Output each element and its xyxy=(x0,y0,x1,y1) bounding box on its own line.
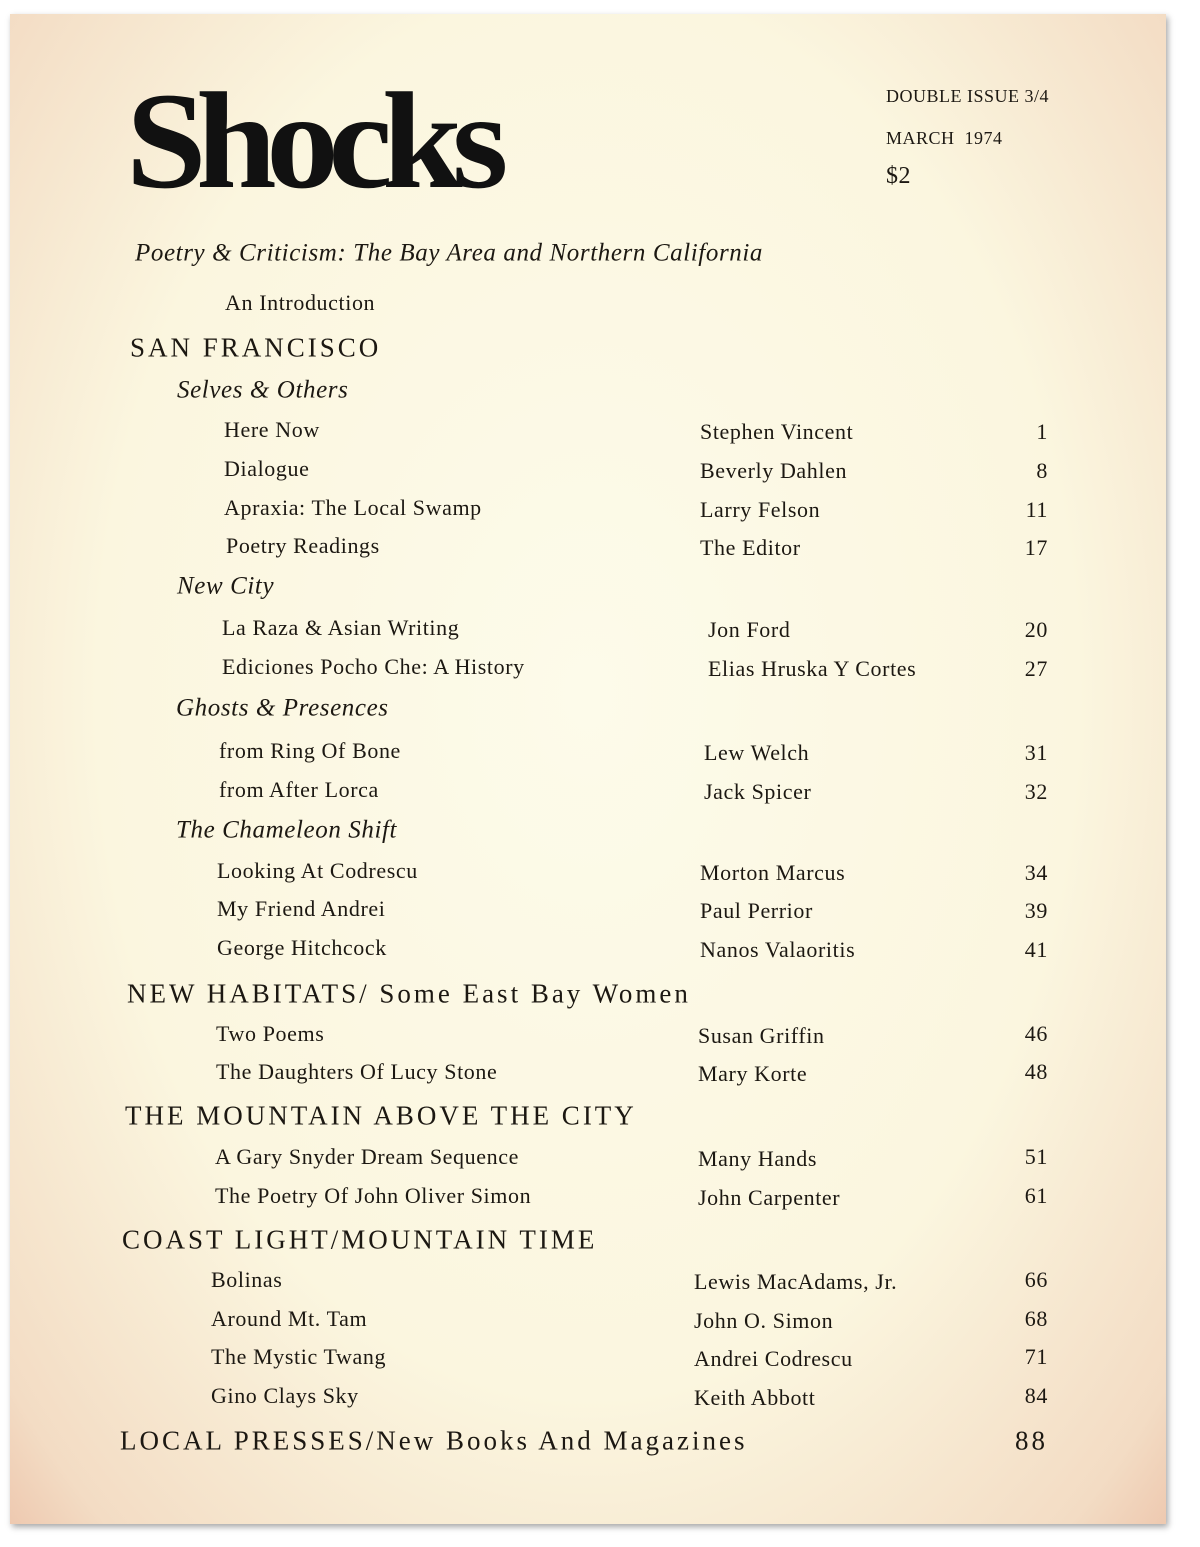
entry-author: Keith Abbott xyxy=(694,1385,816,1410)
entry-page: 88 xyxy=(1015,1425,1048,1456)
section-heading: COAST LIGHT/MOUNTAIN TIME xyxy=(122,1224,598,1255)
entry-page: 34 xyxy=(1024,860,1048,885)
entry-page: 20 xyxy=(1024,617,1048,642)
entry-page: 1 xyxy=(1036,419,1048,444)
entry-page: 71 xyxy=(1024,1344,1048,1369)
entry-page: 39 xyxy=(1024,898,1048,923)
subsection-heading: New City xyxy=(177,572,275,600)
entry-page: 32 xyxy=(1024,779,1048,804)
entry-author: Many Hands xyxy=(698,1146,818,1171)
issue-price: $2 xyxy=(886,163,911,189)
entry-title: from Ring Of Bone xyxy=(219,738,401,763)
entry-author: Paul Perrior xyxy=(700,898,813,923)
masthead-logo: Shocks xyxy=(126,64,498,217)
entry-title: The Mystic Twang xyxy=(211,1344,387,1369)
entry-author: The Editor xyxy=(700,535,801,560)
section-heading: THE MOUNTAIN ABOVE THE CITY xyxy=(125,1100,637,1131)
entry-author: Susan Griffin xyxy=(698,1023,825,1048)
entry-title: Here Now xyxy=(224,417,320,442)
entry-page: 46 xyxy=(1024,1021,1048,1046)
entry-title: Poetry Readings xyxy=(226,533,380,558)
entry-author: Larry Felson xyxy=(700,497,821,522)
entry-author: Morton Marcus xyxy=(700,860,846,885)
entry-title: Ediciones Pocho Che: A History xyxy=(222,654,525,679)
entry-title: The Poetry Of John Oliver Simon xyxy=(215,1183,532,1208)
subsection-heading: The Chameleon Shift xyxy=(176,816,398,844)
entry-author: Nanos Valaoritis xyxy=(700,937,856,962)
entry-page: 48 xyxy=(1024,1059,1048,1084)
entry-page: 41 xyxy=(1024,937,1048,962)
entry-author: John Carpenter xyxy=(698,1185,841,1210)
entry-title: Two Poems xyxy=(216,1021,325,1046)
entry-page: 27 xyxy=(1024,656,1048,681)
entry-author: Andrei Codrescu xyxy=(694,1346,853,1371)
entry-title: My Friend Andrei xyxy=(217,896,386,921)
entry-title: La Raza & Asian Writing xyxy=(222,615,460,640)
entry-page: 11 xyxy=(1025,497,1048,522)
entry-title: Apraxia: The Local Swamp xyxy=(224,495,482,520)
entry-author: Beverly Dahlen xyxy=(700,458,848,483)
entry-title: George Hitchcock xyxy=(217,935,387,960)
entry-title: Around Mt. Tam xyxy=(211,1306,368,1331)
section-heading: NEW HABITATS/ Some East Bay Women xyxy=(127,978,691,1009)
entry-page: 31 xyxy=(1024,740,1048,765)
entry-author: Elias Hruska Y Cortes xyxy=(708,656,917,681)
entry-page: 68 xyxy=(1024,1306,1048,1331)
entry-title: Gino Clays Sky xyxy=(211,1383,359,1408)
entry-title: from After Lorca xyxy=(219,777,379,802)
entry-author: Lewis MacAdams, Jr. xyxy=(694,1269,898,1294)
entry-author: John O. Simon xyxy=(694,1308,834,1333)
entry-author: Lew Welch xyxy=(704,740,810,765)
introduction-entry: An Introduction xyxy=(225,290,376,315)
entry-page: 8 xyxy=(1036,458,1048,483)
subtitle: Poetry & Criticism: The Bay Area and Northern California xyxy=(135,239,764,267)
section-heading: SAN FRANCISCO xyxy=(130,332,382,363)
entry-title: The Daughters Of Lucy Stone xyxy=(216,1059,498,1084)
entry-author: Mary Korte xyxy=(698,1061,808,1086)
entry-page: 66 xyxy=(1024,1267,1048,1292)
entry-title: Looking At Codrescu xyxy=(217,858,418,883)
issue-date: MARCH 1974 xyxy=(886,128,1003,148)
entry-page: 51 xyxy=(1024,1144,1048,1169)
entry-title: Dialogue xyxy=(224,456,310,481)
entry-author: Stephen Vincent xyxy=(700,419,854,444)
entry-page: 84 xyxy=(1024,1383,1048,1408)
entry-page: 61 xyxy=(1024,1183,1048,1208)
issue-label: DOUBLE ISSUE 3/4 xyxy=(886,86,1050,106)
subsection-heading: Selves & Others xyxy=(177,376,349,404)
entry-author: Jack Spicer xyxy=(704,779,812,804)
section-heading: LOCAL PRESSES/New Books And Magazines xyxy=(120,1425,748,1456)
entry-title: Bolinas xyxy=(211,1267,283,1292)
entry-author: Jon Ford xyxy=(708,617,791,642)
entry-page: 17 xyxy=(1024,535,1048,560)
entry-title: A Gary Snyder Dream Sequence xyxy=(215,1144,519,1169)
subsection-heading: Ghosts & Presences xyxy=(176,694,389,722)
